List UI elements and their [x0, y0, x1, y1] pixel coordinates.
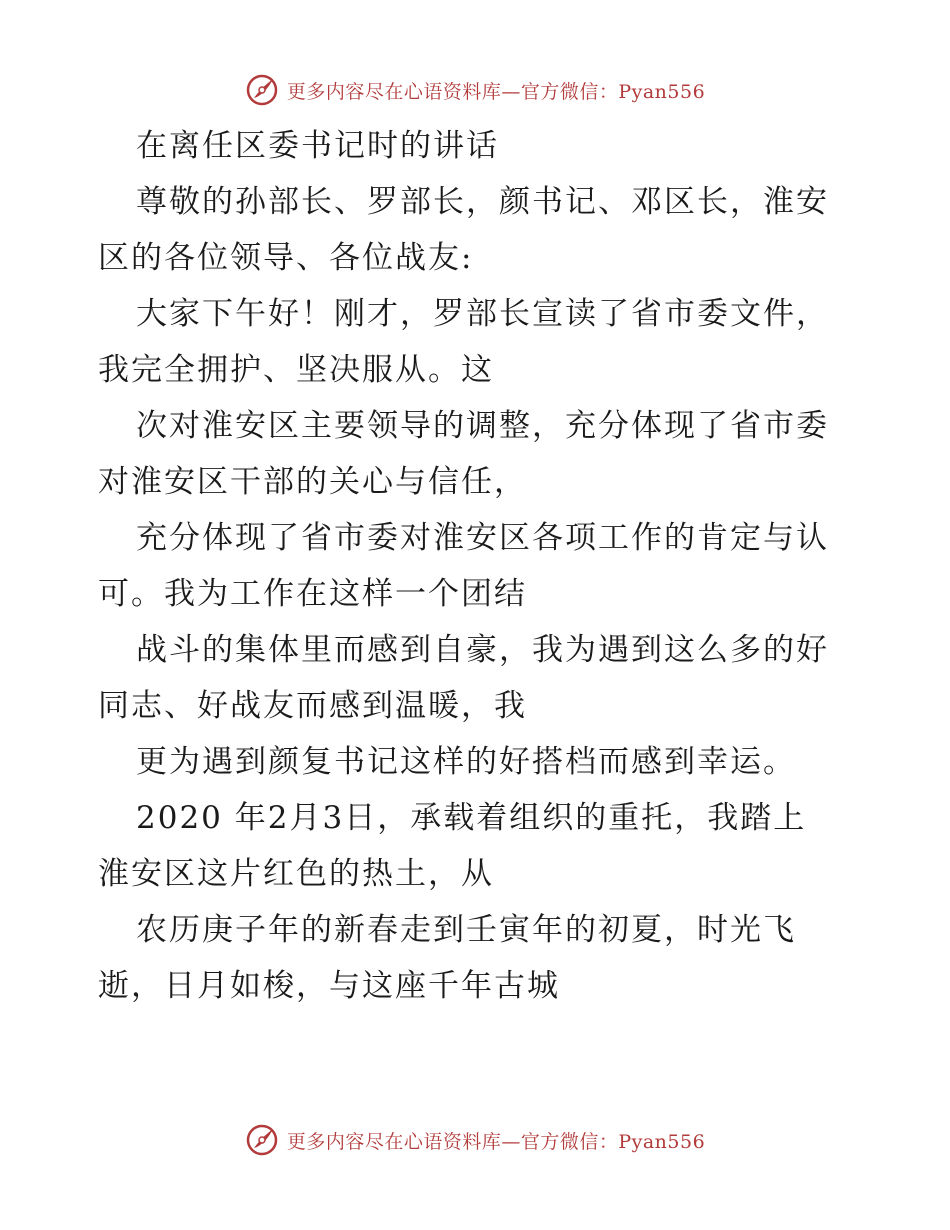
paragraph-line: 逝，日月如梭，与这座千年古城 — [98, 968, 560, 1004]
document-title: 在离任区委书记时的讲话 — [136, 128, 499, 164]
paragraph-line: 可。我为工作在这样一个团结 — [98, 576, 527, 612]
paragraph-line: 农历庚子年的新春走到壬寅年的初夏，时光飞 — [136, 912, 796, 948]
quill-logo-icon — [245, 73, 279, 107]
watermark-text: 更多内容尽在心语资料库—官方微信：Pyan556 — [286, 80, 706, 103]
paragraph-line: 尊敬的孙部长、罗部长，颜书记、邓区长，淮安 — [136, 184, 829, 220]
paragraph-line: 战斗的集体里而感到自豪，我为遇到这么多的好 — [136, 632, 829, 668]
paragraph-line: 次对淮安区主要领导的调整，充分体现了省市委 — [136, 408, 829, 444]
paragraph-line: 区的各位领导、各位战友: — [98, 240, 474, 276]
paragraph-line: 对淮安区干部的关心与信任， — [98, 464, 527, 500]
document-body — [98, 118, 858, 1014]
header-watermark — [0, 72, 950, 108]
quill-logo-icon — [245, 1123, 279, 1157]
paragraph-line: 2020 年2月3日，承载着组织的重托，我踏上 — [136, 800, 807, 836]
watermark-text: 更多内容尽在心语资料库—官方微信：Pyan556 — [286, 1130, 706, 1153]
paragraph-line: 我完全拥护、坚决服从。这 — [98, 352, 494, 388]
paragraph-line: 大家下午好！刚才，罗部长宣读了省市委文件， — [136, 296, 829, 332]
paragraph-line: 淮安区这片红色的热土，从 — [98, 856, 494, 892]
paragraph-line: 同志、好战友而感到温暖，我 — [98, 688, 527, 724]
paragraph-line: 更为遇到颜复书记这样的好搭档而感到幸运。 — [136, 744, 796, 780]
paragraph-line: 充分体现了省市委对淮安区各项工作的肯定与认 — [136, 520, 829, 556]
footer-watermark — [0, 1122, 950, 1158]
